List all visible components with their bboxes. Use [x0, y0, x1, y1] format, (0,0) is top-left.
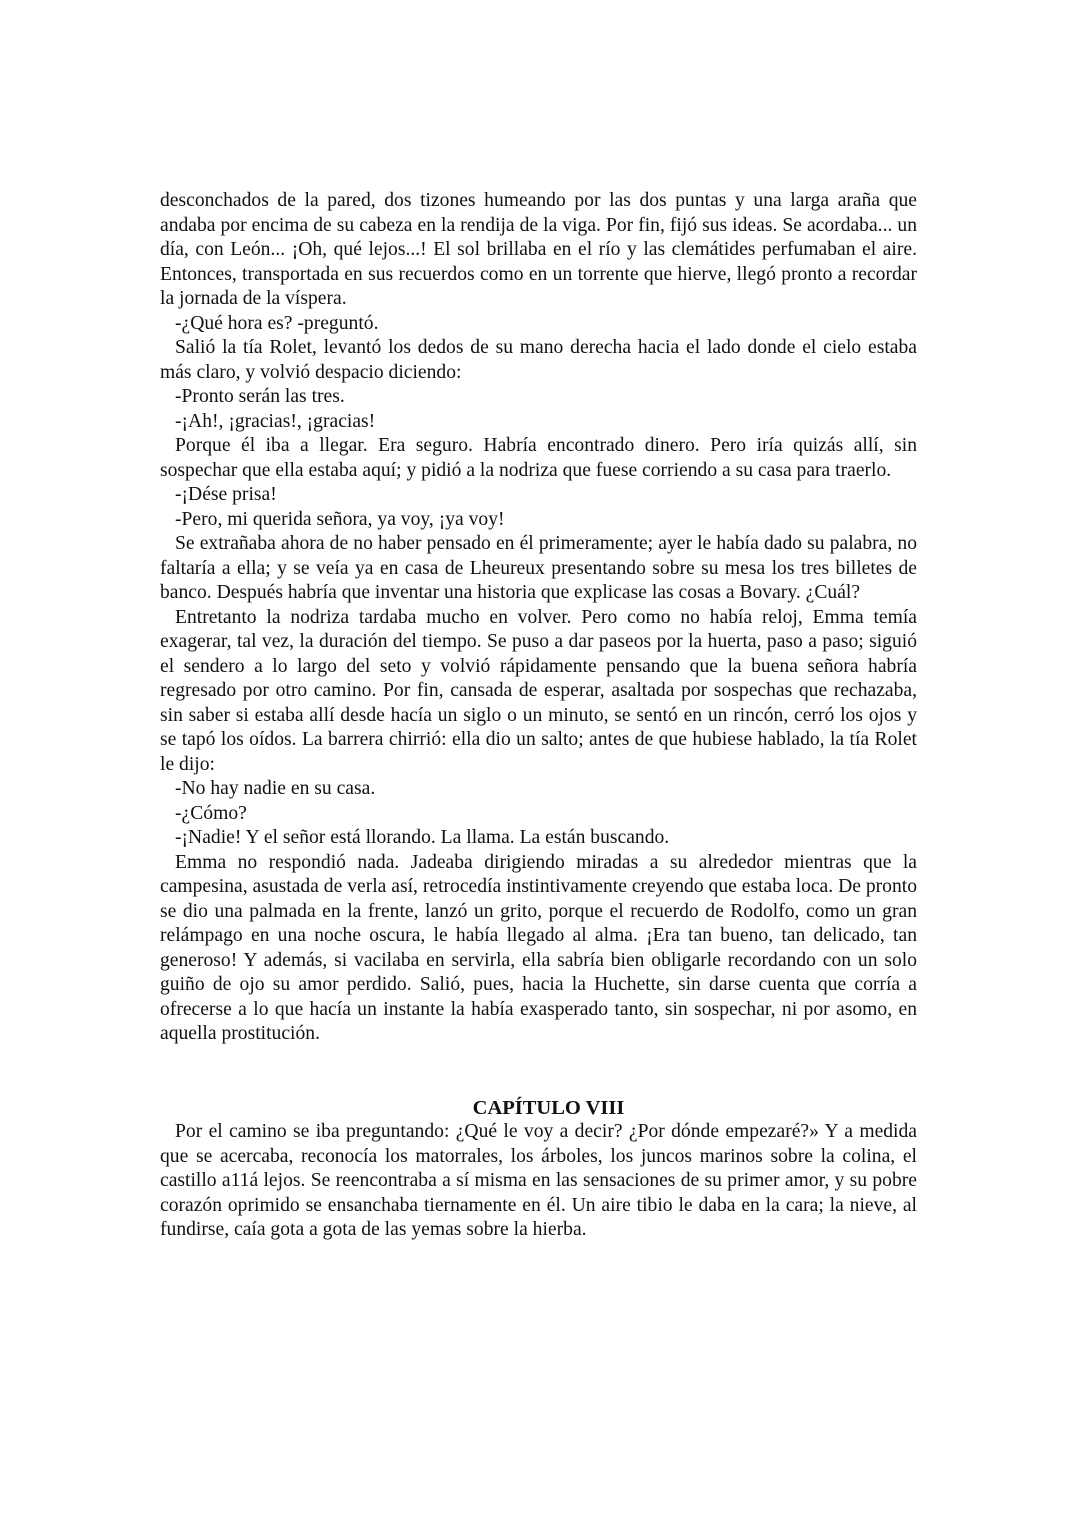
dialogue-line: -¡Ah!, ¡gracias!, ¡gracias!	[175, 410, 376, 432]
paragraph: desconchados de la pared, dos tizones humeando por las dos puntas y una larga araña que andaba por encima de su cabeza en la rendija de la viga. Por fin, fijó sus ideas. Se acordaba... un día, con León... ¡Oh, qué lejos...! El sol brillaba en el río y las clemátides perfumaban el aire. Entonces, transportada en sus recuerdos como en un torrente que hierve, llegó pronto a recordar la jornada de la víspera.	[160, 190, 917, 309]
dialogue-line: -Pronto serán las tres.	[175, 386, 345, 407]
dialogue-line: -¿Cómo?	[175, 802, 247, 824]
dialogue-line: -No hay nadie en su casa.	[175, 778, 376, 799]
paragraph: Se extrañaba ahora de no haber pensado en él primeramente; ayer le había dado su palabra, no faltaría a ella; y se veía ya en casa de Lheureux presentando sobre su mesa los tres billetes de banco. Después habría que inventar una historia que explicase las cosas a Bovary. ¿Cuál?	[160, 533, 917, 603]
dialogue-line: -¿Qué hora es? -preguntó.	[175, 312, 379, 334]
document-page	[160, 189, 917, 1243]
dialogue-line: -¡Nadie! Y el señor está llorando. La llama. La están buscando.	[175, 827, 670, 848]
paragraph: Por el camino se iba preguntando: ¿Qué le voy a decir? ¿Por dónde empezaré?» Y a medida que se acercaba, reconocía los matorrales, los árboles, los juncos marinos sobre la colina, el castillo a11á lejos. Se reencontraba a sí misma en las sensaciones de su primer amor, y su pobre corazón oprimido se ensanchaba tiernamente en él. Un aire tibio le daba en la cara; la nieve, al fundirse, caía gota a gota de las yemas sobre la hierba.	[160, 1121, 917, 1240]
chapter-title: CAPÍTULO VIII	[472, 1096, 625, 1119]
paragraph: Salió la tía Rolet, levantó los dedos de su mano derecha hacia el lado donde el cielo estaba más claro, y volvió despacio diciendo:	[160, 337, 917, 383]
paragraph: Entretanto la nodriza tardaba mucho en volver. Pero como no había reloj, Emma temía exagerar, tal vez, la duración del tiempo. Se puso a dar paseos por la huerta, paso a paso; siguió el sendero a lo largo del seto y volvió rápidamente pensando que la buena señora habría regresado por otro camino. Por fin, cansada de esperar, asaltada por sospechas que rechazaba, sin saber si estaba allí desde hacía un siglo o un minuto, se sentó en un rincón, cerró los ojos y se tapó los oídos. La barrera chirrió: ella dio un salto; antes de que hubiese hablado, la tía Rolet le dijo:	[160, 606, 917, 775]
dialogue-line: -Pero, mi querida señora, ya voy, ¡ya voy!	[175, 508, 505, 530]
dialogue-line: -¡Dése prisa!	[175, 484, 277, 505]
chapter-spacer	[160, 1047, 917, 1096]
paragraph: Emma no respondió nada. Jadeaba dirigiendo miradas a su alrededor mientras que la campesina, asustada de verla así, retrocedía instintivamente creyendo que estaba loca. De pronto se dio una palmada en la frente, lanzó un grito, porque el recuerdo de Rodolfo, como un gran relámpago en una noche oscura, le había llegado al alma. ¡Era tan bueno, tan delicado, tan generoso! Y además, si vacilaba en servirla, ella sabría bien obligarle recordando con un solo guiño de ojo su amor perdido. Salió, pues, hacia la Huchette, sin darse cuenta que corría a ofrecerse a lo que hacía un instante la había exasperado tanto, sin sospechar, ni por asomo, en aquella prostitución.	[160, 851, 917, 1044]
paragraph: Porque él iba a llegar. Era seguro. Habría encontrado dinero. Pero iría quizás allí, sin sospechar que ella estaba aquí; y pidió a la nodriza que fuese corriendo a su casa para traerlo.	[160, 435, 917, 481]
